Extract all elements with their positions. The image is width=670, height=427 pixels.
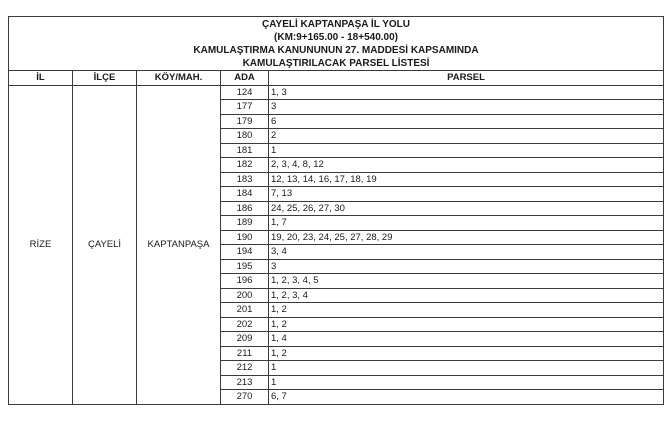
ada-cell: 209 [221,332,269,347]
parsel-cell: 1, 2 [269,303,664,318]
table-body [9,85,664,404]
il-cell: RİZE [9,85,73,404]
parsel-cell: 1, 2, 3, 4 [269,288,664,303]
ada-cell: 194 [221,245,269,260]
ada-cell: 190 [221,230,269,245]
title-row [9,17,664,71]
parsel-cell: 12, 13, 14, 16, 17, 18, 19 [269,172,664,187]
parsel-cell: 1, 2, 3, 4, 5 [269,274,664,289]
ada-cell: 195 [221,259,269,274]
parsel-cell: 1, 7 [269,216,664,231]
parsel-cell: 1 [269,375,664,390]
parsel-cell: 1, 4 [269,332,664,347]
column-header-il: İL [9,71,73,86]
column-header-row [9,71,664,86]
ada-cell: 177 [221,100,269,115]
parsel-cell: 24, 25, 26, 27, 30 [269,201,664,216]
parsel-cell: 3 [269,100,664,115]
parsel-cell: 3, 4 [269,245,664,260]
ilce-cell: ÇAYELİ [73,85,137,404]
parcel-list-document [8,16,663,405]
table-row [9,85,664,100]
parsel-cell: 7, 13 [269,187,664,202]
ada-cell: 124 [221,85,269,100]
parsel-cell: 19, 20, 23, 24, 25, 27, 28, 29 [269,230,664,245]
ada-cell: 211 [221,346,269,361]
parsel-cell: 2 [269,129,664,144]
column-header-ada: ADA [221,71,269,86]
document-title [9,17,664,71]
ada-cell: 180 [221,129,269,144]
ada-cell: 270 [221,390,269,405]
title-line-road: ÇAYELİ KAPTANPAŞA İL YOLU [262,19,410,30]
title-line-list: KAMULAŞTIRILACAK PARSEL LİSTESİ [242,58,430,69]
ada-cell: 196 [221,274,269,289]
koy-cell: KAPTANPAŞA [137,85,221,404]
ada-cell: 183 [221,172,269,187]
ada-cell: 179 [221,114,269,129]
parsel-cell: 3 [269,259,664,274]
parcel-table [8,16,664,405]
ada-cell: 186 [221,201,269,216]
ada-cell: 212 [221,361,269,376]
ada-cell: 181 [221,143,269,158]
title-line-law: KAMULAŞTIRMA KANUNUNUN 27. MADDESİ KAPSAMINDA [193,45,479,56]
column-header-parsel: PARSEL [269,71,664,86]
ada-cell: 182 [221,158,269,173]
ada-cell: 200 [221,288,269,303]
parsel-cell: 2, 3, 4, 8, 12 [269,158,664,173]
parsel-cell: 1 [269,143,664,158]
ada-cell: 201 [221,303,269,318]
ada-cell: 202 [221,317,269,332]
parsel-cell: 6 [269,114,664,129]
parsel-cell: 6, 7 [269,390,664,405]
column-header-koy: KÖY/MAH. [137,71,221,86]
column-header-ilce: İLÇE [73,71,137,86]
parsel-cell: 1 [269,361,664,376]
parsel-cell: 1, 2 [269,317,664,332]
ada-cell: 189 [221,216,269,231]
title-line-km-range: (KM:9+165.00 - 18+540.00) [274,32,398,43]
parsel-cell: 1, 3 [269,85,664,100]
ada-cell: 213 [221,375,269,390]
parsel-cell: 1, 2 [269,346,664,361]
ada-cell: 184 [221,187,269,202]
